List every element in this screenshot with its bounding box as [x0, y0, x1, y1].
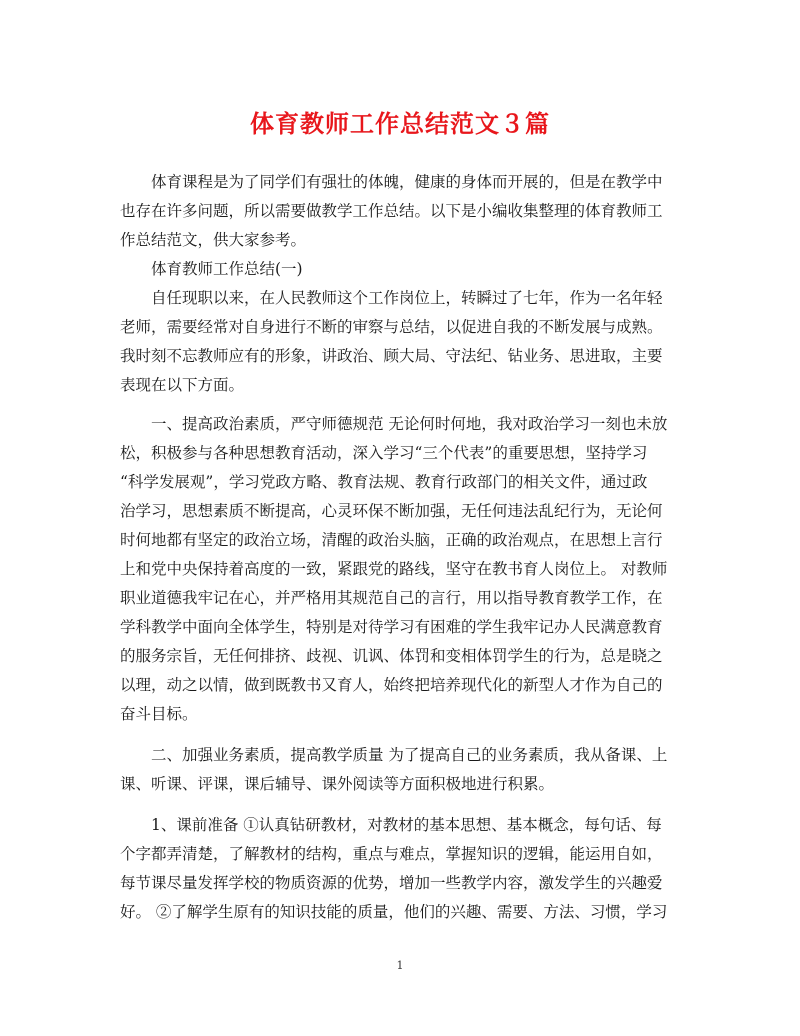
text-line: 学科教学中面向全体学生，特别是对待学习有困难的学生我牢记办人民满意教育 [120, 618, 663, 636]
text-line: 个字都弄清楚，了解教材的结构，重点与难点，掌握知识的逻辑，能运用自如， [120, 845, 663, 863]
text-line: 治学习，思想素质不断提高，心灵环保不断加强，无任何违法乱纪行为，无论何 [120, 502, 663, 520]
text-line: 二、加强业务素质，提高教学质量 为了提高自己的业务素质，我从备课、上 [120, 746, 668, 764]
document-title: 体育教师工作总结范文３篇 [250, 109, 550, 138]
section-heading: 体育教师工作总结(一) [120, 260, 303, 278]
text-line: 老师，需要经常对自身进行不断的审察与总结，以促进自我的不断发展与成熟。 [120, 318, 663, 336]
text-line: 奋斗目标。 [120, 705, 198, 723]
text-line: 也存在许多问题，所以需要做教学工作总结。以下是小编收集整理的体育教师工 [120, 202, 663, 220]
text-line: 我时刻不忘教师应有的形象，讲政治、顾大局、守法纪、钻业务、思进取，主要 [120, 347, 663, 365]
text-line: 时何地都有坚定的政治立场，清醒的政治头脑，正确的政治观点，在思想上言行 [120, 531, 663, 549]
text-line: 好。 ②了解学生原有的知识技能的质量，他们的兴趣、需要、方法、习惯，学习 [120, 903, 668, 921]
text-line: 以理，动之以情，做到既教书又育人，始终把培养现代化的新型人才作为自己的 [120, 676, 663, 694]
text-line: 职业道德我牢记在心，并严格用其规范自己的言行，用以指导教育教学工作，在 [120, 589, 663, 607]
document-body [120, 168, 686, 927]
text-line: 1、课前准备 ①认真钻研教材，对教材的基本思想、基本概念，每句话、每 [120, 816, 662, 834]
text-line: 的服务宗旨，无任何排挤、歧视、讥讽、体罚和变相体罚学生的行为，总是晓之 [120, 647, 663, 665]
text-line: 松，积极参与各种思想教育活动，深入学习“三个代表”的重要思想，坚持学习 [120, 444, 648, 462]
text-line: 上和党中央保持着高度的一致，紧跟党的路线，坚守在教书育人岗位上。 对教师 [120, 560, 668, 578]
text-line: 表现在以下方面。 [120, 376, 245, 394]
text-line: 一、提高政治素质，严守师德规范 无论何时何地，我对政治学习一刻也未放 [120, 415, 668, 433]
text-line: 作总结范文，供大家参考。 [120, 231, 307, 249]
text-line: 体育课程是为了同学们有强壮的体魄，健康的身体而开展的，但是在教学中 [120, 173, 663, 191]
text-line: 自任现职以来，在人民教师这个工作岗位上，转瞬过了七年，作为一名年轻 [120, 289, 663, 307]
text-line: 课、听课、评课，课后辅导、课外阅读等方面积极地进行积累。 [120, 775, 555, 793]
page-number: 1 [396, 959, 404, 972]
text-line: “科学发展观”，学习党政方略、教育法规、教育行政部门的相关文件，通过政 [120, 473, 648, 491]
text-line: 每节课尽量发挥学校的物质资源的优势，增加一些教学内容，激发学生的兴趣爱 [120, 874, 663, 892]
